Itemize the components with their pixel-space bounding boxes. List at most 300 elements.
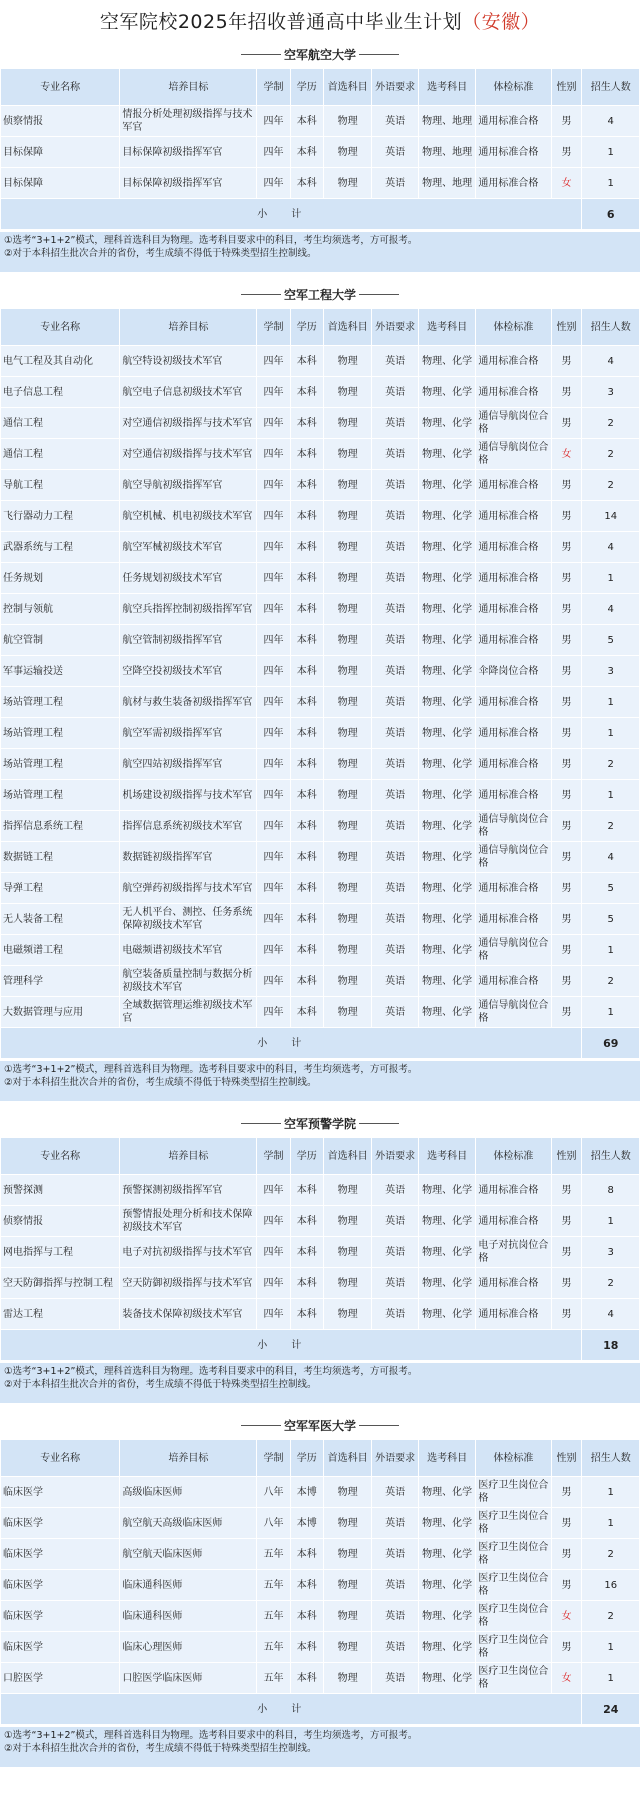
health-standard-cell: 通用标准合格 xyxy=(476,106,551,137)
major-name-cell: 场站管理工程 xyxy=(1,718,120,749)
major-name-cell: 场站管理工程 xyxy=(1,749,120,780)
training-goal-cell: 航空装备质量控制与数据分析初级技术军官 xyxy=(120,966,257,997)
duration-cell: 八年 xyxy=(257,1508,290,1539)
column-header-health-standard: 体检标准 xyxy=(476,1138,551,1175)
duration-cell: 四年 xyxy=(257,873,290,904)
subtotal-row xyxy=(1,199,640,230)
language-cell: 英语 xyxy=(372,1508,418,1539)
column-header-duration: 学制 xyxy=(257,309,290,346)
elective-subjects-cell: 物理、化学 xyxy=(418,501,475,532)
enrollment-table xyxy=(0,308,640,1059)
school-title xyxy=(0,1109,640,1137)
health-standard-cell: 通用标准合格 xyxy=(476,470,551,501)
enrollment-cell: 1 xyxy=(582,137,640,168)
health-standard-cell: 医疗卫生岗位合格 xyxy=(476,1601,551,1632)
health-standard-cell: 通用标准合格 xyxy=(476,625,551,656)
title-rule xyxy=(359,294,399,295)
gender-cell: 男 xyxy=(551,625,582,656)
primary-subject-cell: 物理 xyxy=(323,1663,372,1694)
gender-cell: 男 xyxy=(551,377,582,408)
enrollment-cell: 4 xyxy=(582,842,640,873)
school-section xyxy=(0,1411,640,1775)
gender-cell: 男 xyxy=(551,935,582,966)
column-header-enrollment: 招生人数 xyxy=(582,69,640,106)
table-row xyxy=(1,377,640,408)
column-header-duration: 学制 xyxy=(257,1440,290,1477)
table-row xyxy=(1,656,640,687)
duration-cell: 四年 xyxy=(257,1268,290,1299)
section-gap xyxy=(0,1403,640,1411)
degree-cell: 本科 xyxy=(290,594,323,625)
language-cell: 英语 xyxy=(372,1601,418,1632)
language-cell: 英语 xyxy=(372,346,418,377)
table-row xyxy=(1,1299,640,1330)
training-goal-cell: 航空兵指挥控制初级指挥军官 xyxy=(120,594,257,625)
primary-subject-cell: 物理 xyxy=(323,532,372,563)
column-header-training-goal: 培养目标 xyxy=(120,1440,257,1477)
elective-subjects-cell: 物理、化学 xyxy=(418,408,475,439)
major-name-cell: 临床医学 xyxy=(1,1601,120,1632)
subtotal-label: 小计 xyxy=(1,199,582,230)
table-row xyxy=(1,1477,640,1508)
table-row xyxy=(1,873,640,904)
header-row xyxy=(1,1138,640,1175)
gender-cell: 男 xyxy=(551,873,582,904)
table-row xyxy=(1,1268,640,1299)
major-name-cell: 通信工程 xyxy=(1,408,120,439)
column-header-duration: 学制 xyxy=(257,69,290,106)
health-standard-cell: 通用标准合格 xyxy=(476,532,551,563)
gender-cell: 男 xyxy=(551,1175,582,1206)
primary-subject-cell: 物理 xyxy=(323,1477,372,1508)
duration-cell: 四年 xyxy=(257,563,290,594)
health-standard-cell: 通用标准合格 xyxy=(476,873,551,904)
degree-cell: 本科 xyxy=(290,1299,323,1330)
note-line: ②对于本科招生批次合并的省份，考生成绩不得低于特殊类型招生控制线。 xyxy=(4,1743,317,1754)
table-row xyxy=(1,346,640,377)
major-name-cell: 临床医学 xyxy=(1,1632,120,1663)
health-standard-cell: 医疗卫生岗位合格 xyxy=(476,1632,551,1663)
elective-subjects-cell: 物理、化学 xyxy=(418,1477,475,1508)
language-cell: 英语 xyxy=(372,563,418,594)
page-title-text: 空军院校2025年招收普通高中毕业生计划 xyxy=(99,10,463,33)
training-goal-cell: 航空军械初级技术军官 xyxy=(120,532,257,563)
elective-subjects-cell: 物理、化学 xyxy=(418,377,475,408)
elective-subjects-cell: 物理、化学 xyxy=(418,718,475,749)
primary-subject-cell: 物理 xyxy=(323,625,372,656)
enrollment-cell: 1 xyxy=(582,1477,640,1508)
primary-subject-cell: 物理 xyxy=(323,935,372,966)
enrollment-cell: 1 xyxy=(582,563,640,594)
major-name-cell: 目标保障 xyxy=(1,168,120,199)
health-standard-cell: 通用标准合格 xyxy=(476,1268,551,1299)
training-goal-cell: 目标保障初级指挥军官 xyxy=(120,137,257,168)
training-goal-cell: 航空导航初级指挥军官 xyxy=(120,470,257,501)
elective-subjects-cell: 物理、化学 xyxy=(418,1539,475,1570)
subtotal-row xyxy=(1,1028,640,1059)
duration-cell: 四年 xyxy=(257,966,290,997)
health-standard-cell: 医疗卫生岗位合格 xyxy=(476,1570,551,1601)
gender-cell: 男 xyxy=(551,408,582,439)
school-section xyxy=(0,40,640,280)
column-header-health-standard: 体检标准 xyxy=(476,309,551,346)
health-standard-cell: 医疗卫生岗位合格 xyxy=(476,1477,551,1508)
language-cell: 英语 xyxy=(372,1175,418,1206)
table-row xyxy=(1,1508,640,1539)
degree-cell: 本科 xyxy=(290,625,323,656)
enrollment-cell: 1 xyxy=(582,1663,640,1694)
major-name-cell: 临床医学 xyxy=(1,1570,120,1601)
gender-cell: 男 xyxy=(551,966,582,997)
duration-cell: 四年 xyxy=(257,1175,290,1206)
elective-subjects-cell: 物理、化学 xyxy=(418,1299,475,1330)
column-header-elective-subjects: 选考科目 xyxy=(418,69,475,106)
column-header-primary-subject: 首选科目 xyxy=(323,1138,372,1175)
table-row xyxy=(1,749,640,780)
elective-subjects-cell: 物理、化学 xyxy=(418,1601,475,1632)
language-cell: 英语 xyxy=(372,904,418,935)
training-goal-cell: 临床通科医师 xyxy=(120,1570,257,1601)
enrollment-cell: 16 xyxy=(582,1570,640,1601)
gender-cell: 男 xyxy=(551,997,582,1028)
gender-cell: 男 xyxy=(551,470,582,501)
gender-cell: 男 xyxy=(551,1237,582,1268)
degree-cell: 本科 xyxy=(290,904,323,935)
major-name-cell: 大数据管理与应用 xyxy=(1,997,120,1028)
gender-cell: 男 xyxy=(551,1539,582,1570)
primary-subject-cell: 物理 xyxy=(323,594,372,625)
school-title xyxy=(0,40,640,68)
notes-box xyxy=(0,1727,640,1767)
major-name-cell: 无人装备工程 xyxy=(1,904,120,935)
column-header-language: 外语要求 xyxy=(372,1138,418,1175)
gender-cell: 男 xyxy=(551,904,582,935)
training-goal-cell: 预警探测初级指挥军官 xyxy=(120,1175,257,1206)
school-title xyxy=(0,280,640,308)
major-name-cell: 临床医学 xyxy=(1,1539,120,1570)
degree-cell: 本科 xyxy=(290,718,323,749)
note-line: ①选考“3+1+2”模式，理科首选科目为物理。选考科目要求中的科目，考生均须选考，方可报考。 xyxy=(4,235,418,246)
elective-subjects-cell: 物理、化学 xyxy=(418,1632,475,1663)
duration-cell: 四年 xyxy=(257,935,290,966)
primary-subject-cell: 物理 xyxy=(323,1508,372,1539)
table-row xyxy=(1,997,640,1028)
language-cell: 英语 xyxy=(372,718,418,749)
major-name-cell: 导弹工程 xyxy=(1,873,120,904)
degree-cell: 本科 xyxy=(290,377,323,408)
table-row xyxy=(1,935,640,966)
header-row xyxy=(1,69,640,106)
enrollment-cell: 2 xyxy=(582,408,640,439)
primary-subject-cell: 物理 xyxy=(323,1206,372,1237)
language-cell: 英语 xyxy=(372,501,418,532)
major-name-cell: 控制与领航 xyxy=(1,594,120,625)
enrollment-cell: 1 xyxy=(582,1632,640,1663)
elective-subjects-cell: 物理、化学 xyxy=(418,1206,475,1237)
elective-subjects-cell: 物理、化学 xyxy=(418,935,475,966)
gender-cell: 男 xyxy=(551,137,582,168)
language-cell: 英语 xyxy=(372,1477,418,1508)
enrollment-cell: 14 xyxy=(582,501,640,532)
degree-cell: 本科 xyxy=(290,532,323,563)
elective-subjects-cell: 物理、地理 xyxy=(418,168,475,199)
health-standard-cell: 医疗卫生岗位合格 xyxy=(476,1508,551,1539)
table-row xyxy=(1,1175,640,1206)
primary-subject-cell: 物理 xyxy=(323,656,372,687)
elective-subjects-cell: 物理、化学 xyxy=(418,966,475,997)
table-row xyxy=(1,625,640,656)
column-header-training-goal: 培养目标 xyxy=(120,69,257,106)
training-goal-cell: 指挥信息系统初级技术军官 xyxy=(120,811,257,842)
header-row xyxy=(1,1440,640,1477)
gender-cell: 男 xyxy=(551,1570,582,1601)
training-goal-cell: 目标保障初级指挥军官 xyxy=(120,168,257,199)
duration-cell: 四年 xyxy=(257,470,290,501)
language-cell: 英语 xyxy=(372,780,418,811)
health-standard-cell: 通用标准合格 xyxy=(476,137,551,168)
training-goal-cell: 无人机平台、测控、任务系统保障初级技术军官 xyxy=(120,904,257,935)
training-goal-cell: 空降空投初级技术军官 xyxy=(120,656,257,687)
degree-cell: 本科 xyxy=(290,1268,323,1299)
elective-subjects-cell: 物理、化学 xyxy=(418,1508,475,1539)
major-name-cell: 电磁频谱工程 xyxy=(1,935,120,966)
degree-cell: 本科 xyxy=(290,997,323,1028)
school-title xyxy=(0,1411,640,1439)
duration-cell: 四年 xyxy=(257,997,290,1028)
language-cell: 英语 xyxy=(372,625,418,656)
language-cell: 英语 xyxy=(372,1632,418,1663)
training-goal-cell: 航空弹药初级指挥与技术军官 xyxy=(120,873,257,904)
column-header-major-name: 专业名称 xyxy=(1,69,120,106)
elective-subjects-cell: 物理、化学 xyxy=(418,904,475,935)
table-row xyxy=(1,842,640,873)
training-goal-cell: 电子对抗初级指挥与技术军官 xyxy=(120,1237,257,1268)
degree-cell: 本科 xyxy=(290,1570,323,1601)
enrollment-cell: 2 xyxy=(582,1268,640,1299)
table-row xyxy=(1,106,640,137)
duration-cell: 四年 xyxy=(257,1299,290,1330)
health-standard-cell: 通用标准合格 xyxy=(476,718,551,749)
column-header-degree: 学历 xyxy=(290,69,323,106)
enrollment-cell: 1 xyxy=(582,997,640,1028)
duration-cell: 八年 xyxy=(257,1477,290,1508)
gender-cell: 女 xyxy=(551,1663,582,1694)
column-header-primary-subject: 首选科目 xyxy=(323,1440,372,1477)
duration-cell: 四年 xyxy=(257,749,290,780)
column-header-gender: 性别 xyxy=(551,1138,582,1175)
header-row xyxy=(1,309,640,346)
column-header-training-goal: 培养目标 xyxy=(120,1138,257,1175)
health-standard-cell: 通用标准合格 xyxy=(476,1206,551,1237)
major-name-cell: 口腔医学 xyxy=(1,1663,120,1694)
language-cell: 英语 xyxy=(372,594,418,625)
subtotal-value: 18 xyxy=(582,1330,640,1361)
training-goal-cell: 数据链初级指挥军官 xyxy=(120,842,257,873)
table-row xyxy=(1,594,640,625)
training-goal-cell: 航空四站初级指挥军官 xyxy=(120,749,257,780)
degree-cell: 本科 xyxy=(290,168,323,199)
primary-subject-cell: 物理 xyxy=(323,1299,372,1330)
language-cell: 英语 xyxy=(372,1539,418,1570)
enrollment-cell: 1 xyxy=(582,780,640,811)
health-standard-cell: 通信导航岗位合格 xyxy=(476,811,551,842)
title-rule xyxy=(241,1425,281,1426)
table-row xyxy=(1,780,640,811)
enrollment-cell: 1 xyxy=(582,1508,640,1539)
gender-cell: 男 xyxy=(551,594,582,625)
primary-subject-cell: 物理 xyxy=(323,439,372,470)
training-goal-cell: 航空机械、机电初级技术军官 xyxy=(120,501,257,532)
training-goal-cell: 临床通科医师 xyxy=(120,1601,257,1632)
health-standard-cell: 通用标准合格 xyxy=(476,346,551,377)
column-header-gender: 性别 xyxy=(551,1440,582,1477)
gender-cell: 男 xyxy=(551,346,582,377)
duration-cell: 四年 xyxy=(257,687,290,718)
enrollment-cell: 2 xyxy=(582,470,640,501)
enrollment-cell: 1 xyxy=(582,687,640,718)
language-cell: 英语 xyxy=(372,842,418,873)
column-header-degree: 学历 xyxy=(290,1138,323,1175)
health-standard-cell: 通信导航岗位合格 xyxy=(476,408,551,439)
table-row xyxy=(1,563,640,594)
duration-cell: 五年 xyxy=(257,1570,290,1601)
enrollment-table xyxy=(0,68,640,230)
degree-cell: 本科 xyxy=(290,470,323,501)
table-row xyxy=(1,1206,640,1237)
primary-subject-cell: 物理 xyxy=(323,408,372,439)
column-header-primary-subject: 首选科目 xyxy=(323,309,372,346)
note-line: ①选考“3+1+2”模式，理科首选科目为物理。选考科目要求中的科目，考生均须选考，方可报考。 xyxy=(4,1366,418,1377)
gender-cell: 男 xyxy=(551,780,582,811)
major-name-cell: 预警探测 xyxy=(1,1175,120,1206)
enrollment-cell: 2 xyxy=(582,966,640,997)
language-cell: 英语 xyxy=(372,168,418,199)
major-name-cell: 数据链工程 xyxy=(1,842,120,873)
table-row xyxy=(1,1601,640,1632)
enrollment-cell: 4 xyxy=(582,594,640,625)
primary-subject-cell: 物理 xyxy=(323,1601,372,1632)
training-goal-cell: 航空管制初级指挥军官 xyxy=(120,625,257,656)
column-header-enrollment: 招生人数 xyxy=(582,309,640,346)
primary-subject-cell: 物理 xyxy=(323,997,372,1028)
duration-cell: 四年 xyxy=(257,904,290,935)
table-row xyxy=(1,408,640,439)
duration-cell: 四年 xyxy=(257,656,290,687)
major-name-cell: 电子信息工程 xyxy=(1,377,120,408)
degree-cell: 本科 xyxy=(290,1632,323,1663)
enrollment-cell: 5 xyxy=(582,904,640,935)
column-header-language: 外语要求 xyxy=(372,69,418,106)
major-name-cell: 通信工程 xyxy=(1,439,120,470)
page-title xyxy=(0,0,640,40)
enrollment-cell: 4 xyxy=(582,346,640,377)
major-name-cell: 电气工程及其自动化 xyxy=(1,346,120,377)
degree-cell: 本科 xyxy=(290,1175,323,1206)
subtotal-label: 小计 xyxy=(1,1694,582,1725)
subtotal-label: 小计 xyxy=(1,1330,582,1361)
health-standard-cell: 通用标准合格 xyxy=(476,1299,551,1330)
enrollment-cell: 2 xyxy=(582,749,640,780)
training-goal-cell: 对空通信初级指挥与技术军官 xyxy=(120,408,257,439)
elective-subjects-cell: 物理、化学 xyxy=(418,1570,475,1601)
health-standard-cell: 医疗卫生岗位合格 xyxy=(476,1663,551,1694)
primary-subject-cell: 物理 xyxy=(323,873,372,904)
note-line: ②对于本科招生批次合并的省份，考生成绩不得低于特殊类型招生控制线。 xyxy=(4,248,317,259)
duration-cell: 四年 xyxy=(257,106,290,137)
school-name: 空军航空大学 xyxy=(283,47,356,62)
major-name-cell: 武器系统与工程 xyxy=(1,532,120,563)
elective-subjects-cell: 物理、地理 xyxy=(418,137,475,168)
training-goal-cell: 任务规划初级技术军官 xyxy=(120,563,257,594)
subtotal-row xyxy=(1,1330,640,1361)
school-name: 空军工程大学 xyxy=(283,287,356,302)
gender-cell: 男 xyxy=(551,532,582,563)
column-header-elective-subjects: 选考科目 xyxy=(418,1138,475,1175)
duration-cell: 四年 xyxy=(257,1237,290,1268)
major-name-cell: 空天防御指挥与控制工程 xyxy=(1,1268,120,1299)
elective-subjects-cell: 物理、化学 xyxy=(418,563,475,594)
primary-subject-cell: 物理 xyxy=(323,966,372,997)
gender-cell: 男 xyxy=(551,842,582,873)
primary-subject-cell: 物理 xyxy=(323,780,372,811)
subtotal-label: 小计 xyxy=(1,1028,582,1059)
column-header-primary-subject: 首选科目 xyxy=(323,69,372,106)
elective-subjects-cell: 物理、化学 xyxy=(418,656,475,687)
column-header-enrollment: 招生人数 xyxy=(582,1440,640,1477)
health-standard-cell: 通信导航岗位合格 xyxy=(476,842,551,873)
column-header-major-name: 专业名称 xyxy=(1,1138,120,1175)
table-row xyxy=(1,1663,640,1694)
note-line: ②对于本科招生批次合并的省份，考生成绩不得低于特殊类型招生控制线。 xyxy=(4,1379,317,1390)
primary-subject-cell: 物理 xyxy=(323,904,372,935)
gender-cell: 男 xyxy=(551,1299,582,1330)
column-header-elective-subjects: 选考科目 xyxy=(418,309,475,346)
duration-cell: 五年 xyxy=(257,1632,290,1663)
school-section xyxy=(0,1109,640,1411)
notes-box xyxy=(0,1061,640,1101)
duration-cell: 四年 xyxy=(257,137,290,168)
primary-subject-cell: 物理 xyxy=(323,718,372,749)
elective-subjects-cell: 物理、化学 xyxy=(418,1237,475,1268)
major-name-cell: 场站管理工程 xyxy=(1,780,120,811)
duration-cell: 四年 xyxy=(257,625,290,656)
health-standard-cell: 通用标准合格 xyxy=(476,966,551,997)
subtotal-value: 69 xyxy=(582,1028,640,1059)
primary-subject-cell: 物理 xyxy=(323,563,372,594)
major-name-cell: 任务规划 xyxy=(1,563,120,594)
language-cell: 英语 xyxy=(372,408,418,439)
duration-cell: 四年 xyxy=(257,594,290,625)
degree-cell: 本科 xyxy=(290,656,323,687)
duration-cell: 四年 xyxy=(257,377,290,408)
duration-cell: 四年 xyxy=(257,532,290,563)
primary-subject-cell: 物理 xyxy=(323,811,372,842)
major-name-cell: 目标保障 xyxy=(1,137,120,168)
language-cell: 英语 xyxy=(372,439,418,470)
major-name-cell: 场站管理工程 xyxy=(1,687,120,718)
training-goal-cell: 航材与救生装备初级指挥军官 xyxy=(120,687,257,718)
enrollment-cell: 3 xyxy=(582,656,640,687)
health-standard-cell: 通用标准合格 xyxy=(476,749,551,780)
language-cell: 英语 xyxy=(372,966,418,997)
training-goal-cell: 航空电子信息初级技术军官 xyxy=(120,377,257,408)
language-cell: 英语 xyxy=(372,1663,418,1694)
title-rule xyxy=(241,54,281,55)
duration-cell: 四年 xyxy=(257,346,290,377)
training-goal-cell: 航空特设初级技术军官 xyxy=(120,346,257,377)
health-standard-cell: 通用标准合格 xyxy=(476,687,551,718)
primary-subject-cell: 物理 xyxy=(323,168,372,199)
